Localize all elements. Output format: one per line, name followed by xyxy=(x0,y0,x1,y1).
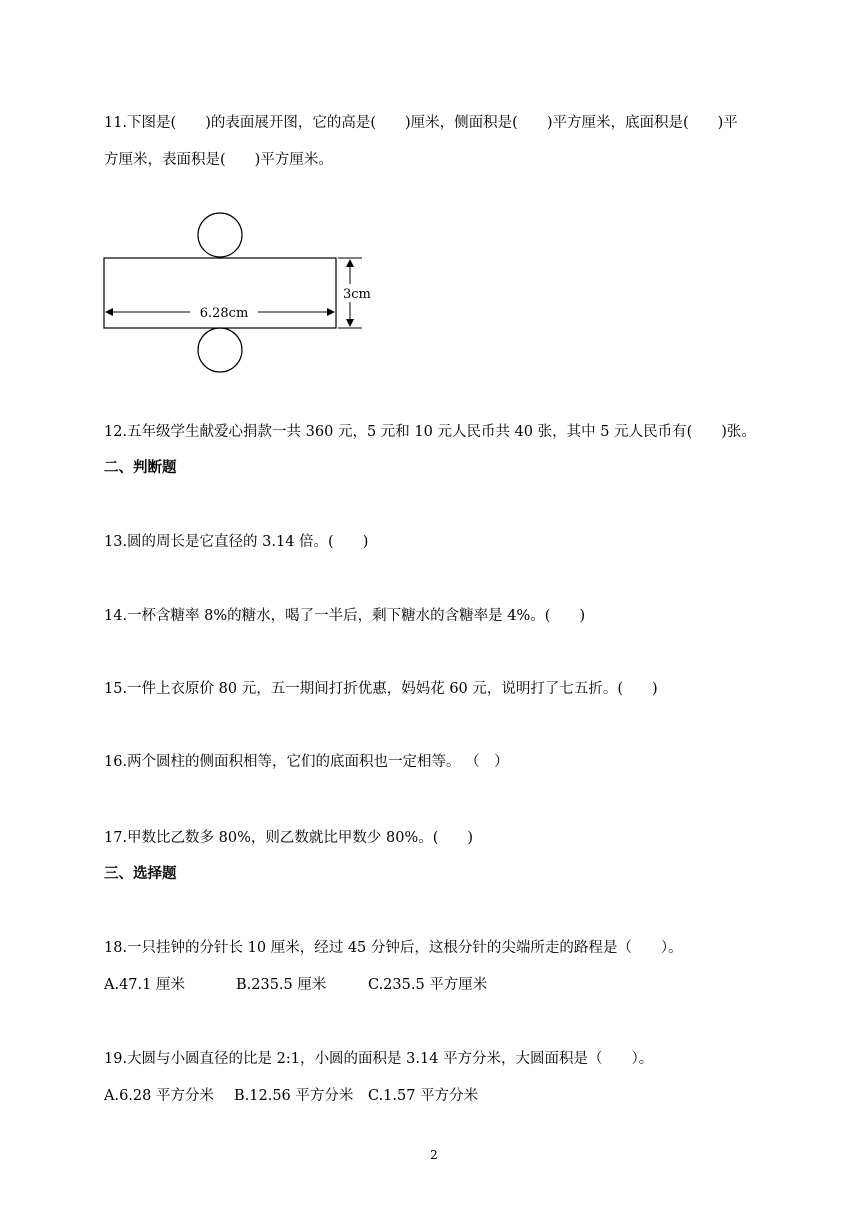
question-17: 17.甲数比乙数多 80%，则乙数就比甲数少 80%。( ) xyxy=(104,830,474,846)
question-15: 15.一件上衣原价 80 元，五一期间打折优惠，妈妈花 60 元，说明打了七五折。( ) xyxy=(104,681,658,697)
option-b: B.235.5 厘米 xyxy=(236,977,327,993)
question-11-line-1: 11.下图是( )的表面展开图，它的高是( )厘米，侧面积是( )平方厘米，底面积是( )平 xyxy=(104,115,738,131)
option-c: C.1.57 平方分米 xyxy=(368,1088,479,1104)
question-16: 16.两个圆柱的侧面积相等，它们的底面积也一定相等。 （ ） xyxy=(104,754,509,770)
question-18-options xyxy=(104,975,772,995)
bottom-circle xyxy=(198,328,242,372)
height-label: 3cm xyxy=(343,287,371,302)
section-heading-choice: 三、选择题 xyxy=(104,865,177,882)
option-a: A.47.1 厘米 xyxy=(104,977,185,993)
question-19: 19.大圆与小圆直径的比是 2:1，小圆的面积是 3.14 平方分米，大圆面积是（ ）。 xyxy=(104,1051,654,1067)
question-13: 13.圆的周长是它直径的 3.14 倍。( ) xyxy=(104,534,369,550)
question-11-line-2: 方厘米，表面积是( )平方厘米。 xyxy=(104,152,333,168)
question-19-options xyxy=(104,1086,772,1106)
question-18: 18.一只挂钟的分针长 10 厘米，经过 45 分钟后，这根分针的尖端所走的路程是（ ）。 xyxy=(104,940,683,956)
option-c: C.235.5 平方厘米 xyxy=(368,977,488,993)
question-14: 14.一杯含糖率 8%的糖水，喝了一半后，剩下糖水的含糖率是 4%。( ) xyxy=(104,608,586,624)
option-a: A.6.28 平方分米 xyxy=(104,1088,214,1104)
page-number: 2 xyxy=(430,1148,438,1162)
section-heading-judgment: 二、判断题 xyxy=(104,459,177,476)
cylinder-net-figure xyxy=(100,212,380,374)
option-b: B.12.56 平方分米 xyxy=(234,1088,354,1104)
question-12: 12.五年级学生献爱心捐款一共 360 元，5 元和 10 元人民币共 40 张，其中 5 元人民币有( )张。 xyxy=(104,424,756,440)
top-circle xyxy=(198,213,242,257)
width-label: 6.28cm xyxy=(199,306,249,321)
